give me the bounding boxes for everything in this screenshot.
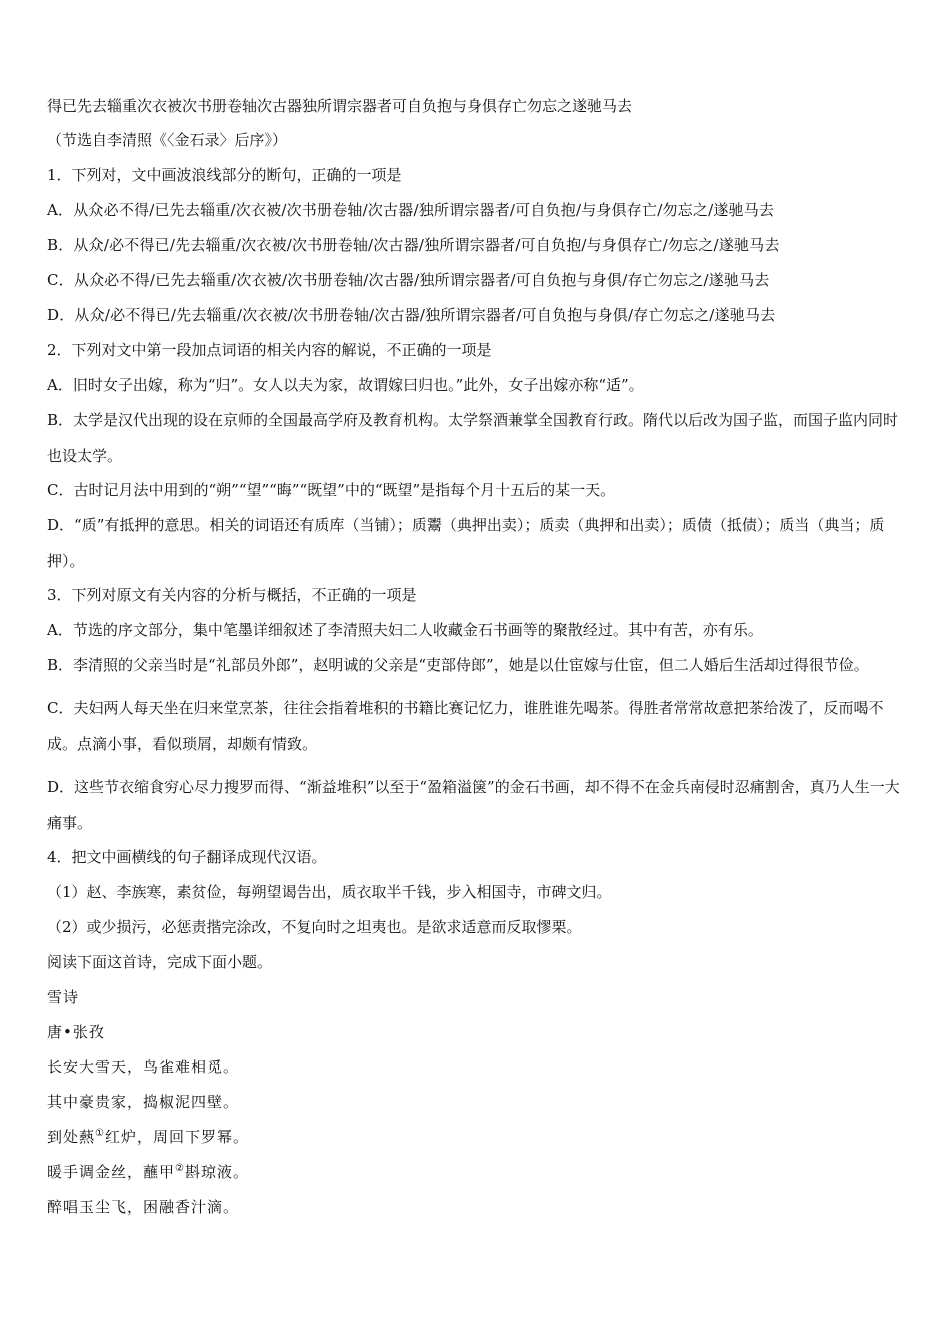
poem-line-3-pre: 到处爇 [47,1128,96,1146]
question-2-option-b: B．太学是汉代出现的设在京师的全国最高学府及教育机构。太学祭酒兼掌全国教育行政。隋代以后改为国子监，而国子监内同时也设太学。 [47,411,899,465]
footnote-marker-2: ② [175,1163,185,1174]
question-3-option-b: B．李清照的父亲当时是“礼部员外郎”，赵明诚的父亲是“吏部侍郎”，她是以仕宦嫁与仕宦，但二人婚后生活却过得很节俭。 [47,656,869,674]
question-4-stem: 4．把文中画横线的句子翻译成现代汉语。 [47,848,327,866]
poem-line-3-post: 红炉，周回下罗幂。 [104,1128,249,1146]
question-1-option-a: A．从众必不得/已先去辎重/次衣被/次书册卷轴/次古器/独所谓宗器者/可自负抱/与身俱存亡/勿忘之/遂驰马去 [47,201,775,219]
source-citation: （节选自李清照《〈金石录〉后序》） [47,131,288,149]
question-1-option-d: D．从众/必不得已/先去辎重/次衣被/次书册卷轴/次古器/独所谓宗器者/可自负抱与身俱/存亡勿忘之/遂驰马去 [47,306,776,324]
question-1-option-b: B．从众/必不得已/先去辎重/次衣被/次书册卷轴/次古器/独所谓宗器者/可自负抱/与身俱存亡/勿忘之/遂驰马去 [47,236,780,254]
question-3-option-d: D．这些节衣缩食穷心尽力搜罗而得、“渐益堆积”以至于“盈箱溢箧”的金石书画，却不得不在金兵南侵时忍痛割舍，真乃人生一大痛事。 [47,778,900,832]
poem-title: 雪诗 [47,988,80,1006]
question-1-option-c: C．从众必不得/已先去辎重/次衣被/次书册卷轴/次古器/独所谓宗器者/可自负抱与身俱/存亡勿忘之/遂驰马去 [47,271,770,289]
poem-line-2: 其中豪贵家，捣椒泥四壁。 [47,1093,240,1111]
document-page [47,96,909,1217]
question-3-option-c: C．夫妇两人每天坐在归来堂烹茶，往往会指着堆积的书籍比赛记忆力，谁胜谁先喝茶。得胜者常常故意把茶给泼了，反而喝不成。点滴小事，看似琐屑，却颇有情致。 [47,699,884,753]
question-2-option-d: D．“质”有抵押的意思。相关的词语还有质库（当铺）；质鬻（典押出卖）；质卖（典押和出卖）；质债（抵债）；质当（典当；质押）。 [47,516,885,570]
question-2-option-a: A．旧时女子出嫁，称为“归”。女人以夫为家，故谓嫁曰归也。”此外，女子出嫁亦称“适”。 [47,376,644,394]
intro-line: 得已先去辎重次衣被次书册卷轴次古器独所谓宗器者可自负抱与身俱存亡勿忘之遂驰马去 [47,97,633,115]
poem-line-4-pre: 暖手调金丝，蘸甲 [47,1163,176,1181]
question-2-stem: 2．下列对文中第一段加点词语的相关内容的解说，不正确的一项是 [47,341,492,359]
question-2-option-c: C．古时记月法中用到的“朔”“望”“晦”“既望”中的“既望”是指每个月十五后的某一天。 [47,481,616,499]
poem-line-3 [47,1127,909,1147]
question-4-item-1: （1）赵、李族寒，素贫俭，每朔望谒告出，质衣取半千钱，步入相国寺，市碑文归。 [47,883,612,901]
footnote-marker-1: ① [95,1128,105,1139]
reading-prompt: 阅读下面这首诗，完成下面小题。 [47,953,273,971]
poem-line-1: 长安大雪天，鸟雀难相觅。 [47,1058,240,1076]
question-3-stem: 3．下列对原文有关内容的分析与概括，不正确的一项是 [47,586,417,604]
question-1-stem: 1．下列对，文中画波浪线部分的断句，正确的一项是 [47,166,402,184]
question-3-option-a: A．节选的序文部分，集中笔墨详细叙述了李清照夫妇二人收藏金石书画等的聚散经过。其中有苦，亦有乐。 [47,621,763,639]
poem-line-4 [47,1162,909,1182]
poem-line-5: 醉唱玉尘飞，困融香汁滴。 [47,1198,240,1216]
poem-author: 唐•张孜 [47,1023,105,1041]
question-4-item-2: （2）或少损污，必惩责揩完涂改，不复向时之坦夷也。是欲求适意而反取憀栗。 [47,918,582,936]
poem-line-4-post: 斟琼液。 [184,1163,249,1181]
